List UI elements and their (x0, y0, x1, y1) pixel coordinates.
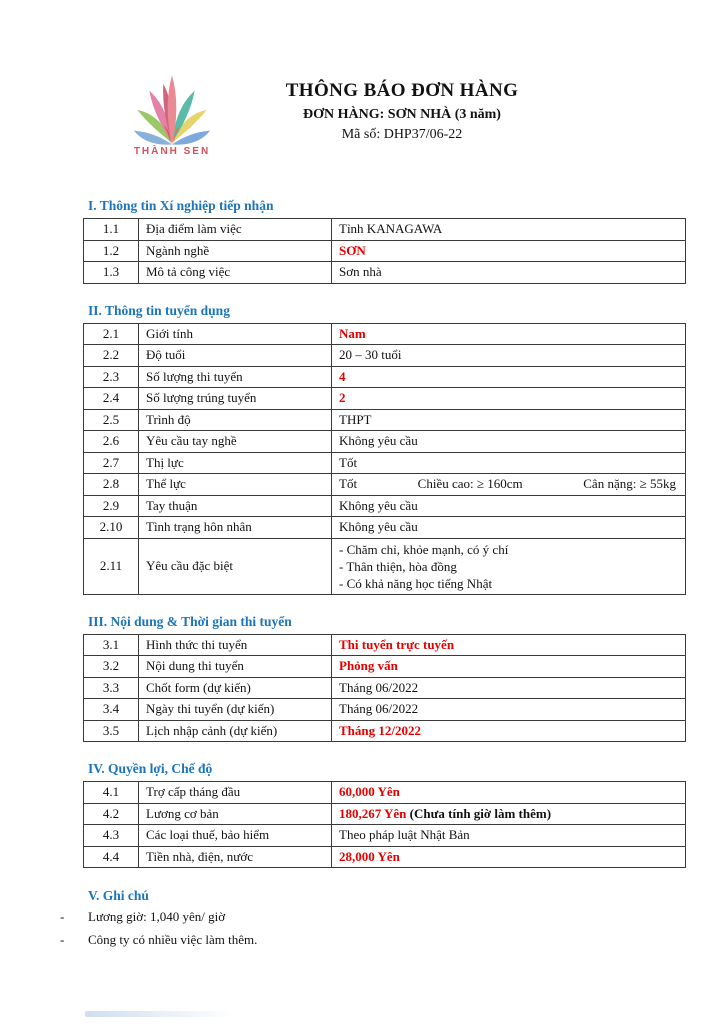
row-number: 2.4 (84, 388, 139, 410)
value-segment: (Chưa tính giờ làm thêm) (406, 805, 552, 821)
row-number: 4.4 (84, 846, 139, 868)
row-value (332, 782, 686, 804)
table-row-1.2 (84, 240, 686, 262)
row-label: Yêu cầu đặc biệt (139, 538, 332, 594)
row-number: 4.1 (84, 782, 139, 804)
value-segment: Không yêu cầu (339, 433, 418, 448)
value-segment: Tháng 12/2022 (339, 722, 421, 738)
row-value (332, 323, 686, 345)
row-label: Trình độ (139, 409, 332, 431)
value-segment: Phỏng vấn (339, 658, 398, 673)
section (83, 302, 676, 595)
note-text: Lương giờ: 1,040 yên/ giờ (88, 909, 226, 924)
row-label: Giới tính (139, 323, 332, 345)
table-row-2.5 (84, 409, 686, 431)
row-number: 2.9 (84, 495, 139, 517)
section-heading: I. Thông tin Xí nghiệp tiếp nhận (88, 198, 274, 213)
value-segment: Chiều cao: ≥ 160cm (417, 476, 523, 491)
table-row-4.3 (84, 825, 686, 847)
row-number: 3.3 (84, 677, 139, 699)
table-row-4.4 (84, 846, 686, 868)
value-segment: Sơn nhà (339, 264, 382, 279)
row-label: Độ tuổi (139, 345, 332, 367)
value-segment: 60,000 Yên (339, 784, 400, 799)
row-number: 2.11 (84, 538, 139, 594)
row-value (332, 431, 686, 453)
row-label: Địa điểm làm việc (139, 219, 332, 241)
section-table (83, 634, 686, 743)
row-label: Các loại thuế, bảo hiểm (139, 825, 332, 847)
document-content (60, 198, 676, 954)
row-value (332, 656, 686, 678)
value-segment: Nam (339, 325, 366, 341)
table-row-3.4 (84, 699, 686, 721)
value-segment: 2 (339, 390, 346, 405)
row-label: Hình thức thi tuyển (139, 634, 332, 656)
row-number: 2.1 (84, 323, 139, 345)
row-value (332, 388, 686, 410)
row-number: 3.4 (84, 699, 139, 721)
row-number: 2.7 (84, 452, 139, 474)
row-value (332, 538, 686, 594)
table-row-1.3 (84, 262, 686, 284)
value-segment: Cân nặng: ≥ 55kg (583, 476, 676, 491)
row-label: Tay thuận (139, 495, 332, 517)
document-header (0, 66, 724, 176)
row-value (332, 262, 686, 284)
row-value (332, 846, 686, 868)
table-row-4.1 (84, 782, 686, 804)
value-segment: 28,000 Yên (339, 848, 400, 864)
row-value (332, 474, 686, 496)
note-dash: - (60, 909, 65, 924)
document-title: THÔNG BÁO ĐƠN HÀNG (285, 80, 519, 101)
row-label: Thể lực (139, 474, 332, 496)
row-value (332, 677, 686, 699)
value-segment: Tháng 06/2022 (339, 679, 419, 695)
value-segment: Tỉnh KANAGAWA (339, 221, 443, 236)
value-line: - Thân thiện, hòa đồng (339, 558, 457, 574)
title-block (286, 80, 519, 143)
row-label: Tình trạng hôn nhân (139, 517, 332, 539)
row-number: 2.8 (84, 474, 139, 496)
row-number: 1.2 (84, 240, 139, 262)
note-item (60, 908, 640, 925)
table-row-3.2 (84, 656, 686, 678)
value-segment: Tháng 06/2022 (339, 701, 419, 716)
value-segment: Thi tuyển trực tuyến (339, 636, 455, 652)
value-segment: Tốt (339, 476, 358, 491)
row-number: 1.1 (84, 219, 139, 241)
row-number: 1.3 (84, 262, 139, 284)
row-value (332, 517, 686, 539)
note-text: Công ty có nhiều việc làm thêm. (88, 932, 258, 947)
section-table (83, 781, 686, 868)
row-value (332, 219, 686, 241)
table-row-3.1 (84, 634, 686, 656)
table-row-1.1 (84, 219, 686, 241)
row-label: Trợ cấp tháng đầu (139, 782, 332, 804)
row-value (332, 495, 686, 517)
row-number: 2.2 (84, 345, 139, 367)
table-row-3.3 (84, 677, 686, 699)
row-value (332, 366, 686, 388)
document-code: Mã số: DHP37/06-22 (341, 127, 463, 142)
table-row-2.7 (84, 452, 686, 474)
row-label: Lịch nhập cảnh (dự kiến) (139, 720, 332, 742)
row-number: 2.5 (84, 409, 139, 431)
value-segment: Không yêu cầu (339, 519, 418, 534)
row-label: Số lượng trúng tuyển (139, 388, 332, 410)
row-label: Lương cơ bản (139, 803, 332, 825)
value-line: - Chăm chỉ, khỏe mạnh, có ý chí (339, 541, 509, 557)
row-label: Số lượng thi tuyển (139, 366, 332, 388)
row-number: 4.3 (84, 825, 139, 847)
row-label: Tiền nhà, điện, nước (139, 846, 332, 868)
row-label: Mô tả công việc (139, 262, 332, 284)
value-segment: Tốt (339, 454, 358, 470)
row-value (332, 825, 686, 847)
section-heading: IV. Quyền lợi, Chế độ (88, 761, 213, 776)
row-value (332, 409, 686, 431)
table-row-2.4 (84, 388, 686, 410)
row-value (332, 452, 686, 474)
document-subtitle: ĐƠN HÀNG: SƠN NHÀ (3 năm) (303, 107, 501, 122)
table-row-4.2 (84, 803, 686, 825)
row-label: Nội dung thi tuyển (139, 656, 332, 678)
value-segment: 180,267 Yên (339, 805, 407, 821)
table-row-2.1 (84, 323, 686, 345)
table-row-2.6 (84, 431, 686, 453)
section-notes (60, 888, 640, 948)
row-value (332, 634, 686, 656)
row-number: 2.6 (84, 431, 139, 453)
row-number: 3.1 (84, 634, 139, 656)
row-number: 3.2 (84, 656, 139, 678)
row-number: 2.3 (84, 366, 139, 388)
row-value (332, 240, 686, 262)
section-table (83, 323, 686, 595)
section (83, 198, 640, 284)
value-segment: 4 (339, 368, 346, 384)
lotus-logo-icon (120, 70, 224, 148)
table-row-2.10 (84, 517, 686, 539)
section (83, 761, 640, 868)
section-heading-notes: V. Ghi chú (88, 888, 149, 903)
row-number: 2.10 (84, 517, 139, 539)
table-row-2.9 (84, 495, 686, 517)
row-value (332, 345, 686, 367)
note-item (60, 931, 640, 948)
value-segment: Theo pháp luật Nhật Bản (339, 827, 470, 842)
logo-text: THÀNH SEN (133, 146, 211, 157)
value-segment: 20 – 30 tuổi (339, 347, 402, 362)
row-label: Ngành nghề (139, 240, 332, 262)
value-segment: Không yêu cầu (339, 497, 418, 513)
row-value (332, 699, 686, 721)
row-value (332, 803, 686, 825)
section (83, 614, 640, 743)
table-row-2.8 (84, 474, 686, 496)
row-value (332, 720, 686, 742)
section-heading: II. Thông tin tuyển dụng (88, 302, 230, 318)
sections-container (83, 198, 676, 868)
table-row-2.2 (84, 345, 686, 367)
value-segment: THPT (339, 411, 372, 427)
row-label: Chốt form (dự kiến) (139, 677, 332, 699)
table-row-3.5 (84, 720, 686, 742)
section-heading: III. Nội dung & Thời gian thi tuyển (88, 613, 292, 629)
value-segment: SƠN (339, 242, 366, 258)
table-row-2.3 (84, 366, 686, 388)
value-line: - Có khả năng học tiếng Nhật (339, 575, 493, 591)
row-label: Thị lực (139, 452, 332, 474)
row-label: Ngày thi tuyển (dự kiến) (139, 699, 332, 721)
row-number: 3.5 (84, 720, 139, 742)
company-logo (112, 70, 232, 166)
row-label: Yêu cầu tay nghề (139, 431, 332, 453)
note-dash: - (60, 932, 65, 947)
row-number: 4.2 (84, 803, 139, 825)
table-row-2.11 (84, 538, 686, 594)
footer-decoration (85, 1011, 235, 1017)
section-table (83, 218, 686, 284)
